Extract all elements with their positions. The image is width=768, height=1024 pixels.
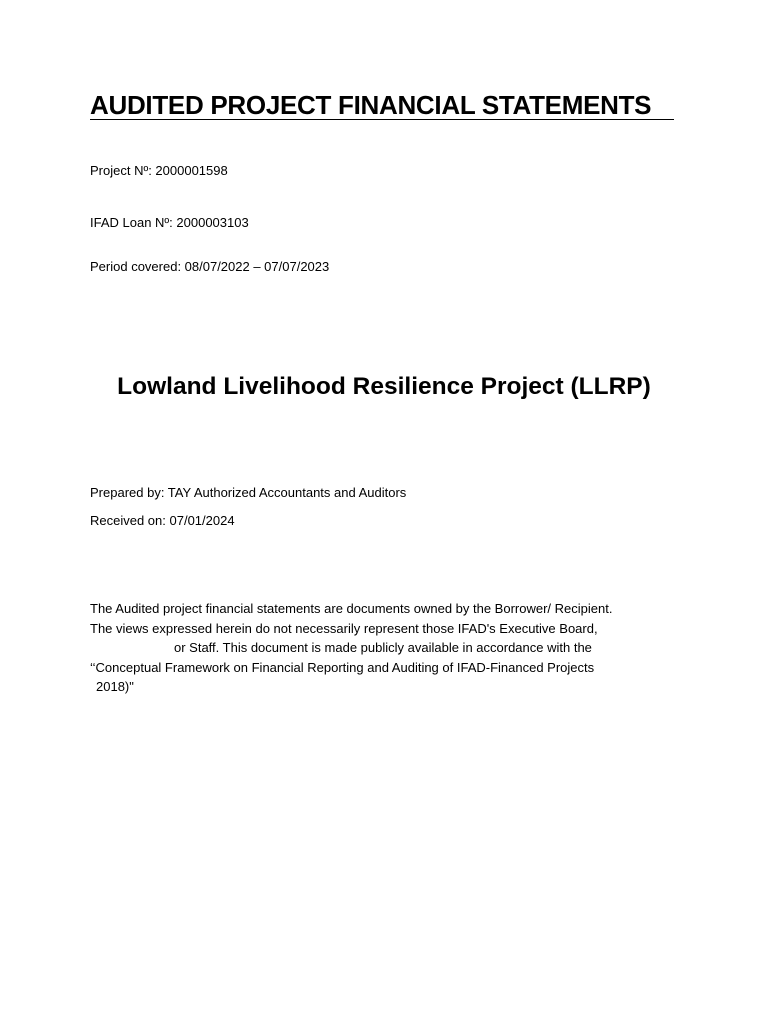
received-on: Received on: 07/01/2024	[90, 513, 235, 528]
disclaimer-line: ‘‘Conceptual Framework on Financial Reporting and Auditing of IFAD-Financed Projects	[90, 659, 595, 675]
ifad-loan-number: IFAD Loan Nº: 2000003103	[90, 215, 249, 230]
title-underline	[90, 119, 674, 120]
disclaimer-paragraph	[90, 599, 612, 697]
disclaimer-line: The views expressed herein do not necessarily represent those IFAD's Executive Board,	[90, 620, 598, 636]
prepared-by: Prepared by: TAY Authorized Accountants and Auditors	[90, 485, 407, 500]
disclaimer-line: 2018)"	[96, 679, 134, 694]
document-title: AUDITED PROJECT FINANCIAL STATEMENTS	[90, 90, 652, 120]
project-name: Lowland Livelihood Resilience Project (LLRP)	[117, 373, 651, 400]
disclaimer-line: or Staff. This document is made publicly available in accordance with the	[174, 640, 592, 655]
project-number: Project Nº: 2000001598	[90, 163, 228, 178]
period-covered: Period covered: 08/07/2022 – 07/07/2023	[90, 259, 330, 274]
disclaimer-line: The Audited project financial statements are documents owned by the Borrower/ Recipient.	[90, 601, 613, 616]
